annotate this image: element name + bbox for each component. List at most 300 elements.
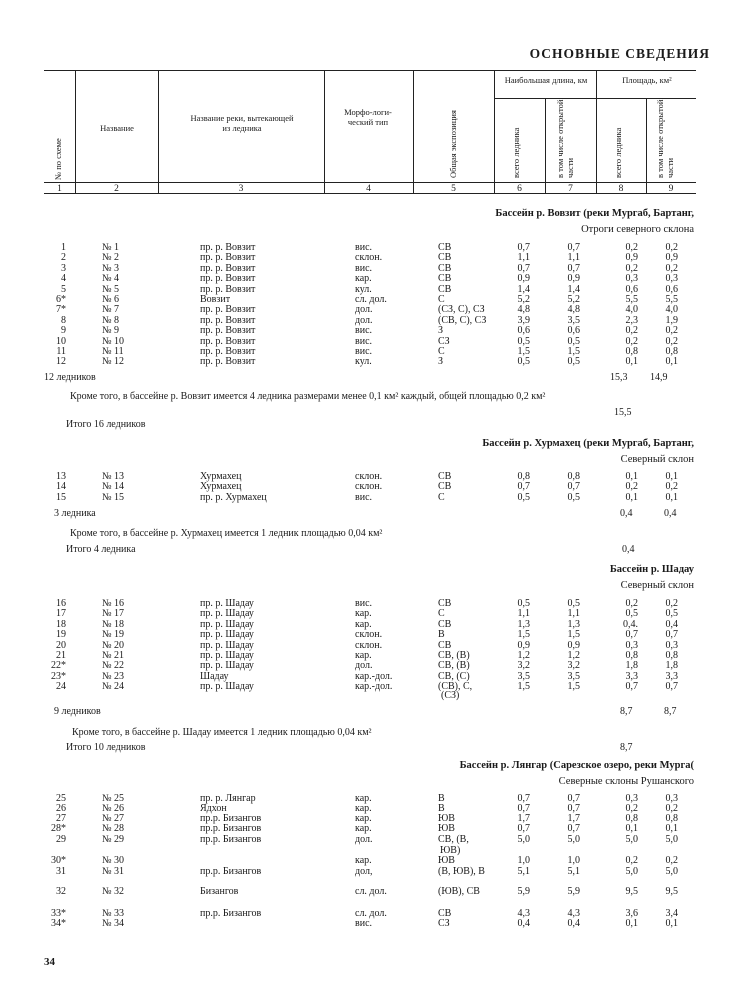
- row-river-name: Хурмахец: [200, 471, 242, 482]
- row-scheme-number: 9: [61, 325, 66, 337]
- row-morph-type: дол.: [355, 834, 373, 845]
- row-area-open: 4,0: [665, 304, 678, 316]
- row-scheme-number: 22*: [51, 660, 66, 672]
- row-river-name: пр. р. Вовзит: [200, 283, 256, 295]
- row-exposure: (СЗ, С), СЗ: [438, 304, 485, 316]
- row-glacier-name: № 3: [102, 262, 120, 274]
- row-length-open: 3,2: [567, 660, 580, 672]
- row-length-total: 3,2: [517, 660, 530, 672]
- row-area-total: 0,2: [625, 803, 638, 814]
- row-area-open: 0,8: [665, 650, 678, 661]
- row-exposure: С: [438, 608, 445, 620]
- row-area-open: 3,3: [665, 670, 678, 682]
- row-area-total: 5,5: [625, 294, 638, 305]
- section-title: Бассейн р. Вовзит (реки Мургаб, Бартанг,: [495, 208, 694, 219]
- col-name-header: Название: [100, 123, 134, 133]
- row-area-open: 5,0: [665, 866, 678, 877]
- row-length-total: 1,5: [517, 346, 530, 357]
- row-area-total: 0,8: [625, 813, 638, 824]
- page-header-title: ОСНОВНЫЕ СВЕДЕНИЯ: [529, 46, 710, 61]
- row-glacier-name: № 22: [102, 660, 125, 672]
- row-exposure: СВ: [438, 598, 452, 609]
- row-exposure: ЮВ: [438, 823, 455, 834]
- table-row: [0, 650, 738, 661]
- row-morph-type: кар.: [355, 793, 372, 804]
- total-area: 8,7: [620, 706, 633, 717]
- table-row: [0, 336, 738, 347]
- row-length-total: 1,2: [517, 650, 530, 661]
- row-glacier-name: № 23: [102, 670, 125, 682]
- row-length-open: 1,5: [567, 346, 580, 357]
- row-glacier-name: № 24: [102, 681, 125, 693]
- row-area-open: 5,0: [665, 834, 678, 845]
- table-row: [0, 823, 738, 834]
- row-length-open: 0,5: [567, 356, 580, 368]
- row-glacier-name: № 13: [102, 471, 125, 482]
- row-river-name: пр. р. Шадау: [200, 629, 254, 641]
- row-river-name: Бизангов: [200, 886, 239, 897]
- row-length-open: 4,8: [567, 304, 580, 316]
- row-river-name: Хурмахец: [200, 481, 242, 493]
- row-area-total: 0,1: [625, 918, 638, 929]
- row-morph-type: сл. дол.: [355, 886, 387, 897]
- row-length-total: 1,1: [517, 608, 530, 620]
- row-length-open: 1,1: [567, 608, 580, 620]
- row-length-open: 0,9: [567, 273, 580, 285]
- row-scheme-number: 6*: [56, 294, 66, 305]
- row-scheme-number: 19: [56, 629, 66, 641]
- row-length-open: 0,7: [567, 262, 580, 274]
- row-area-total: 0,1: [625, 823, 638, 834]
- table-row: [0, 356, 738, 367]
- row-scheme-number: 24: [56, 681, 66, 693]
- row-glacier-name: № 12: [102, 356, 125, 368]
- row-river-name: пр. р. Вовзит: [200, 356, 256, 368]
- row-exposure: СВ: [438, 242, 452, 253]
- row-morph-type: кар.: [355, 608, 372, 620]
- row-exposure: СВ: [438, 908, 452, 919]
- row-morph-type: кар.-дол.: [355, 670, 393, 682]
- row-area-total: 9,5: [625, 886, 638, 897]
- row-length-open: 3,5: [567, 670, 580, 682]
- row-exposure: (В, ЮВ), В: [438, 866, 485, 877]
- row-length-open: 1,1: [567, 252, 580, 264]
- table-row: [0, 629, 738, 640]
- row-scheme-number: 16: [56, 598, 66, 609]
- row-area-open: 0,8: [665, 813, 678, 824]
- row-morph-type: дол.: [355, 314, 373, 326]
- row-exposure: СВ: [438, 471, 452, 482]
- row-morph-type: сл. дол.: [355, 294, 387, 305]
- row-length-open: 1,3: [567, 618, 580, 630]
- row-scheme-number: 14: [56, 481, 66, 493]
- row-area-open: 0,2: [665, 481, 678, 493]
- row-river-name: пр.р. Бизангов: [200, 823, 262, 834]
- row-length-open: 0,5: [567, 598, 580, 609]
- section-subtitle: Северный склон: [620, 454, 694, 465]
- row-area-total: 0,3: [625, 793, 638, 804]
- row-length-total: 0,7: [517, 803, 530, 814]
- row-exposure: СВ: [438, 283, 452, 295]
- row-length-total: 3,5: [517, 670, 530, 682]
- row-scheme-number: 29: [56, 834, 66, 845]
- row-glacier-name: № 1: [102, 242, 120, 253]
- row-glacier-name: № 14: [102, 481, 125, 493]
- row-scheme-number: 30*: [51, 855, 66, 866]
- itogo-line: Итого 16 ледников: [66, 419, 146, 430]
- row-area-open: 0,3: [665, 273, 678, 285]
- row-river-name: Вовзит: [200, 294, 231, 305]
- col-length-open-header: в том числе открытой части: [555, 99, 575, 178]
- row-length-total: 5,0: [517, 834, 530, 845]
- row-river-name: пр. р. Лянгар: [200, 793, 256, 804]
- row-length-total: 0,7: [517, 481, 530, 493]
- table-row: [0, 471, 738, 482]
- col-index: 5: [451, 184, 456, 194]
- col-index: 8: [618, 184, 624, 194]
- row-exposure: СВ, (В): [438, 660, 470, 672]
- section-title: Бассейн р. Хурмахец (реки Мургаб, Бартанг,: [482, 438, 694, 449]
- row-glacier-name: № 34: [102, 918, 125, 929]
- row-length-total: 0,5: [517, 598, 530, 609]
- row-glacier-name: № 4: [102, 273, 120, 285]
- row-morph-type: кар.: [355, 813, 372, 824]
- row-morph-type: кар.: [355, 650, 372, 661]
- row-river-name: пр. р. Вовзит: [200, 346, 256, 357]
- row-glacier-name: № 6: [102, 294, 120, 305]
- note-total: 15,5: [614, 407, 632, 418]
- row-length-open: 0,7: [567, 793, 580, 804]
- row-length-total: 0,6: [517, 325, 530, 337]
- row-morph-type: вис.: [355, 598, 373, 609]
- row-glacier-name: № 9: [102, 325, 120, 337]
- row-length-open: 0,6: [567, 325, 580, 337]
- row-glacier-name: № 11: [102, 346, 124, 357]
- section-note: Кроме того, в бассейне р. Хурмахец имеется 1 ледник площадью 0,04 км²: [70, 528, 383, 539]
- table-row: [0, 918, 738, 929]
- row-morph-type: вис.: [355, 325, 373, 337]
- row-area-total: 0,8: [625, 650, 638, 661]
- table-row: [0, 608, 738, 619]
- row-length-total: 0,8: [517, 471, 530, 482]
- row-area-total: 0,2: [625, 855, 638, 866]
- row-glacier-name: № 8: [102, 314, 120, 326]
- col-index: 1: [57, 184, 62, 194]
- table-row: [0, 315, 738, 326]
- row-length-open: 5,1: [567, 866, 580, 877]
- row-exposure: СВ: [438, 273, 452, 285]
- total-open-area: 14,9: [650, 372, 668, 383]
- row-area-total: 0,8: [625, 346, 638, 357]
- row-length-open: 5,2: [567, 294, 580, 305]
- row-area-total: 3,3: [625, 670, 638, 682]
- row-area-open: 0,1: [665, 823, 678, 834]
- row-glacier-name: № 30: [102, 855, 125, 866]
- row-scheme-number: 18: [56, 618, 66, 630]
- note-total: 0,4: [622, 544, 635, 555]
- row-glacier-name: № 25: [102, 793, 125, 804]
- row-scheme-number: 27: [56, 813, 66, 824]
- row-river-name: Ядхон: [200, 803, 227, 814]
- row-exposure: СВ, (В,: [438, 834, 469, 845]
- row-area-open: 0,2: [665, 855, 678, 866]
- row-area-open: 0,2: [665, 335, 678, 347]
- row-length-total: 0,7: [517, 242, 530, 253]
- row-area-total: 0,9: [625, 252, 638, 264]
- row-area-total: 5,0: [625, 866, 638, 877]
- row-length-total: 0,7: [517, 793, 530, 804]
- section-title: Бассейн р. Лянгар (Сарезское озеро, реки Мурга(: [459, 760, 694, 771]
- row-length-total: 1,5: [517, 681, 530, 693]
- col-river-header: Название реки, вытекающей из ледника: [190, 113, 294, 133]
- row-length-total: 0,5: [517, 335, 530, 347]
- row-area-total: 0,1: [625, 356, 638, 368]
- row-river-name: пр.р. Бизангов: [200, 866, 262, 877]
- note-total: 8,7: [620, 742, 633, 753]
- row-morph-type: кул.: [355, 356, 372, 368]
- row-glacier-name: № 2: [102, 252, 120, 264]
- row-length-open: 0,7: [567, 803, 580, 814]
- row-area-open: 0,9: [665, 252, 678, 264]
- row-length-open: 0,8: [567, 471, 580, 482]
- row-river-name: пр. р. Шадау: [200, 660, 254, 672]
- row-length-total: 5,2: [517, 294, 530, 305]
- row-area-open: 9,5: [665, 886, 678, 897]
- row-length-open: 3,5: [567, 314, 580, 326]
- row-length-open: 0,7: [567, 242, 580, 253]
- row-area-total: 0,7: [625, 629, 638, 641]
- row-glacier-name: № 28: [102, 823, 125, 834]
- row-exposure: СВ: [438, 252, 452, 264]
- row-length-open: 1,4: [567, 283, 580, 295]
- row-glacier-name: № 29: [102, 834, 125, 845]
- col-index: 3: [238, 184, 244, 194]
- row-area-total: 0,2: [625, 598, 638, 609]
- row-length-open: 4,3: [567, 908, 580, 919]
- row-scheme-number: 1: [61, 242, 66, 253]
- row-morph-type: вис.: [355, 262, 373, 274]
- table-row: [0, 273, 738, 284]
- table-row: [0, 304, 738, 315]
- row-length-open: 0,7: [567, 481, 580, 493]
- row-scheme-number: 23*: [51, 670, 66, 682]
- row-area-total: 0,3: [625, 273, 638, 285]
- row-scheme-number: 33*: [51, 908, 66, 919]
- row-scheme-number: 15: [56, 491, 66, 503]
- section-subtitle: Северный склон: [620, 580, 694, 591]
- row-area-total: 5,0: [625, 834, 638, 845]
- row-exposure: ЮВ: [438, 813, 455, 824]
- page-number: 34: [44, 956, 55, 968]
- glacier-count: 9 ледников: [54, 706, 101, 717]
- exposure-continuation: (СЗ): [441, 690, 460, 701]
- row-glacier-name: № 18: [102, 618, 125, 630]
- row-morph-type: кул.: [355, 283, 372, 295]
- row-glacier-name: № 26: [102, 803, 125, 814]
- col-index: 6: [517, 184, 522, 194]
- row-exposure: СЗ: [438, 335, 450, 347]
- row-exposure: З: [438, 356, 444, 368]
- total-area: 0,4: [620, 508, 633, 519]
- total-open-area: 0,4: [664, 508, 677, 519]
- row-scheme-number: 10: [56, 335, 66, 347]
- row-glacier-name: № 10: [102, 335, 125, 347]
- row-area-total: 1,8: [625, 660, 638, 672]
- table-row: [0, 866, 738, 877]
- row-morph-type: склон.: [355, 639, 383, 651]
- row-river-name: пр. р. Шадау: [200, 608, 254, 620]
- row-scheme-number: 4: [61, 273, 66, 285]
- row-area-total: 3,6: [625, 908, 638, 919]
- row-river-name: пр. р. Хурмахец: [200, 491, 267, 503]
- row-area-open: 0,2: [665, 242, 678, 253]
- row-length-total: 0,9: [517, 639, 530, 651]
- row-scheme-number: 34*: [51, 918, 66, 929]
- row-morph-type: вис.: [355, 918, 373, 929]
- row-scheme-number: 31: [56, 866, 66, 877]
- row-area-total: 0,6: [625, 283, 638, 295]
- row-glacier-name: № 7: [102, 304, 120, 316]
- row-area-total: 0,2: [625, 262, 638, 274]
- row-exposure: СВ: [438, 639, 452, 651]
- row-area-open: 1,8: [665, 660, 678, 672]
- row-scheme-number: 8: [61, 314, 66, 326]
- row-area-open: 0,2: [665, 325, 678, 337]
- row-area-total: 2,3: [625, 314, 638, 326]
- row-area-open: 0,3: [665, 639, 678, 651]
- row-area-total: 0,2: [625, 481, 638, 493]
- row-length-open: 1,2: [567, 650, 580, 661]
- row-length-total: 0,4: [517, 918, 530, 929]
- row-scheme-number: 11: [56, 346, 66, 357]
- row-glacier-name: № 17: [102, 608, 125, 620]
- row-river-name: Шадау: [200, 670, 229, 682]
- row-exposure: СВ: [438, 618, 452, 630]
- row-glacier-name: № 27: [102, 813, 125, 824]
- row-length-open: 1,0: [567, 855, 580, 866]
- row-river-name: пр. р. Шадау: [200, 681, 254, 693]
- row-length-total: 5,1: [517, 866, 530, 877]
- row-scheme-number: 7*: [56, 304, 66, 316]
- row-river-name: пр. р. Вовзит: [200, 325, 256, 337]
- col-scheme-number-header: № по схеме: [53, 138, 63, 180]
- section-title: Бассейн р. Шадау: [609, 564, 694, 575]
- table-row: [0, 492, 738, 503]
- row-exposure: С: [438, 346, 445, 357]
- row-morph-type: вис.: [355, 346, 373, 357]
- col-index: 9: [668, 184, 674, 194]
- row-morph-type: кар.: [355, 823, 372, 834]
- row-glacier-name: № 32: [102, 886, 125, 897]
- itogo-line: Итого 10 ледников: [66, 742, 146, 753]
- row-length-total: 4,8: [517, 304, 530, 316]
- row-glacier-name: № 21: [102, 650, 125, 661]
- row-area-total: 0,1: [625, 471, 638, 482]
- row-length-open: 5,0: [567, 834, 580, 845]
- row-length-open: 1,7: [567, 813, 580, 824]
- row-exposure: СВ: [438, 262, 452, 274]
- row-length-open: 0,7: [567, 823, 580, 834]
- row-exposure: (СВ), С,: [438, 681, 473, 693]
- row-morph-type: кар.: [355, 618, 372, 630]
- row-area-total: 0,5: [625, 608, 638, 620]
- row-exposure: В: [438, 803, 445, 814]
- row-river-name: пр. р. Вовзит: [200, 314, 256, 326]
- row-glacier-name: № 19: [102, 629, 125, 641]
- row-morph-type: склон.: [355, 252, 383, 264]
- itogo-line: Итого 4 ледника: [66, 544, 136, 555]
- row-river-name: пр. р. Шадау: [200, 639, 254, 651]
- row-scheme-number: 13: [56, 471, 66, 482]
- row-area-total: 4,0: [625, 304, 638, 316]
- table-row: [0, 660, 738, 671]
- row-glacier-name: № 31: [102, 866, 125, 877]
- table-row: [0, 252, 738, 263]
- col-length-total-header: всего ледника: [511, 127, 521, 178]
- table-row: [0, 834, 738, 845]
- row-morph-type: склон.: [355, 629, 383, 641]
- row-morph-type: склон.: [355, 471, 383, 482]
- table-row: [0, 598, 738, 609]
- group-length-header: Наибольшая длина, км: [504, 75, 588, 85]
- row-river-name: пр. р. Шадау: [200, 650, 254, 661]
- row-length-open: 5,9: [567, 886, 580, 897]
- row-area-open: 3,4: [665, 908, 678, 919]
- row-area-total: 0,2: [625, 325, 638, 337]
- row-area-total: 0,1: [625, 491, 638, 503]
- row-area-open: 0,7: [665, 629, 678, 641]
- row-exposure: В: [438, 629, 445, 641]
- row-exposure: ЮВ: [438, 855, 455, 866]
- row-area-open: 0,4: [665, 618, 678, 630]
- table-row: [0, 640, 738, 651]
- row-morph-type: кар.: [355, 803, 372, 814]
- row-morph-type: кар.: [355, 855, 372, 866]
- row-exposure: СВ, (В): [438, 650, 470, 661]
- row-length-total: 1,4: [517, 283, 530, 295]
- table-row: [0, 263, 738, 274]
- row-morph-type: кар.-дол.: [355, 681, 393, 693]
- row-area-total: 0,3: [625, 639, 638, 651]
- row-morph-type: дол.: [355, 304, 373, 316]
- row-morph-type: вис.: [355, 242, 373, 253]
- row-area-open: 1,9: [665, 314, 678, 326]
- row-morph-type: склон.: [355, 481, 383, 493]
- row-length-total: 1,7: [517, 813, 530, 824]
- row-scheme-number: 12: [56, 356, 66, 368]
- col-area-total-header: всего ледника: [613, 127, 623, 178]
- table-row: [0, 886, 738, 897]
- row-area-total: 0,2: [625, 242, 638, 253]
- row-area-open: 0,7: [665, 681, 678, 693]
- row-length-total: 3,9: [517, 314, 530, 326]
- exposure-continuation: ЮВ): [440, 845, 461, 856]
- row-scheme-number: 3: [61, 262, 66, 274]
- row-scheme-number: 20: [56, 639, 66, 651]
- row-length-open: 0,4: [567, 918, 580, 929]
- section-subtitle: Отроги северного склона: [581, 224, 694, 235]
- row-morph-type: дол,: [355, 866, 373, 877]
- row-length-total: 1,1: [517, 252, 530, 264]
- row-glacier-name: № 33: [102, 908, 125, 919]
- row-area-open: 0,6: [665, 283, 678, 295]
- row-area-open: 0,1: [665, 471, 678, 482]
- row-area-open: 5,5: [665, 294, 678, 305]
- row-area-open: 0,1: [665, 356, 678, 368]
- total-open-area: 8,7: [664, 706, 677, 717]
- row-river-name: пр. р. Вовзит: [200, 252, 256, 264]
- row-exposure: В: [438, 793, 445, 804]
